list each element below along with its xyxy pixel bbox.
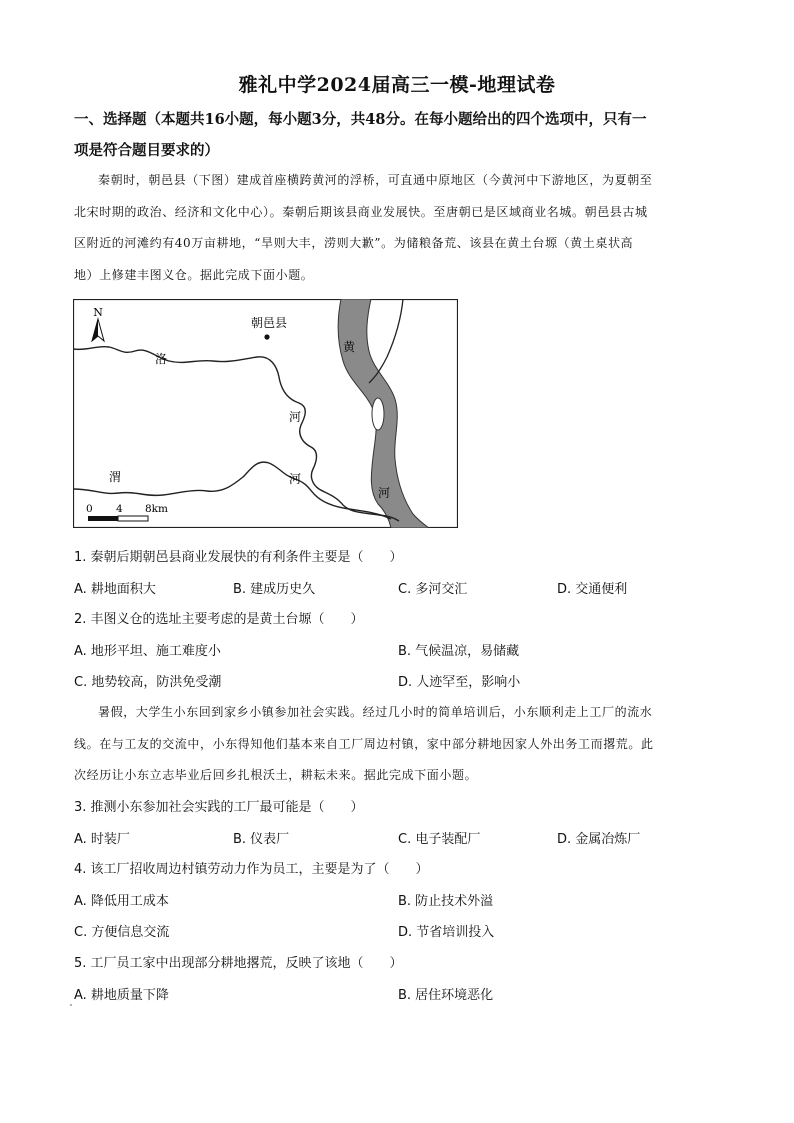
north-label: N	[93, 306, 103, 319]
section-heading-line1: 一、选择题（本题共16小题，每小题3分，共48分。在每小题给出的四个选项中，只有一	[74, 111, 647, 128]
scale-label-4: 4	[116, 503, 123, 515]
passage-2-line: 次经历让小东立志毕业后回乡扎根沃土，耕耘未来。据此完成下面小题。	[74, 768, 478, 782]
section-heading-line2: 项是符合题目要求的）	[74, 142, 219, 159]
passage-2-line: 线。在与工友的交流中，小东得知他们基本来自工厂周边村镇，家中部分耕地因家人外出务工而撂荒。此	[74, 736, 654, 751]
question-4-option-d[interactable]: D. 节省培训投入	[398, 925, 495, 940]
stray-dot	[70, 1004, 72, 1006]
question-4-option-b[interactable]: B. 防止技术外溢	[398, 894, 494, 909]
question-4-stem: 4. 该工厂招收周边村镇劳动力作为员工，主要是为了（ ）	[74, 862, 429, 877]
question-5-option-a[interactable]: A. 耕地质量下降	[74, 988, 169, 1003]
question-1-option-b[interactable]: B. 建成历史久	[233, 582, 316, 597]
river-map	[73, 299, 458, 528]
question-3-stem: 3. 推测小东参加社会实践的工厂最可能是（ ）	[74, 800, 364, 815]
river-label-luo-he: 河	[289, 410, 302, 424]
passage-1-line: 区附近的河滩约有40万亩耕地，“旱则大丰，涝则大歉”。为储粮备荒、该县在黄土台塬（黄土桌状高	[74, 236, 634, 250]
question-3-option-a[interactable]: A. 时装厂	[74, 832, 130, 847]
passage-1-line: 秦朝时，朝邑县（下图）建成首座横跨黄河的浮桥，可直通中原地区（今黄河中下游地区，为夏朝至	[98, 173, 653, 187]
county-point	[264, 334, 269, 339]
question-1-stem: 1. 秦朝后期朝邑县商业发展快的有利条件主要是（ ）	[74, 550, 403, 565]
question-2-option-a[interactable]: A. 地形平坦、施工难度小	[74, 644, 221, 659]
question-1-option-c[interactable]: C. 多河交汇	[398, 582, 468, 597]
river-label-luo: 洛	[155, 352, 168, 366]
page-title: 雅礼中学2024届高三一模-地理试卷	[238, 74, 556, 96]
river-label-wei: 渭	[109, 470, 122, 484]
passage-1-line: 地）上修建丰图义仓。据此完成下面小题。	[74, 267, 314, 282]
question-4-option-c[interactable]: C. 方便信息交流	[74, 925, 170, 940]
passage-2	[74, 697, 724, 792]
passage-1-line: 北宋时期的政治、经济和文化中心）。秦朝后期该县商业发展快。至唐朝已是区域商业名城。朝邑县古城	[74, 204, 648, 219]
scale-label-8km: 8km	[145, 503, 168, 515]
question-3-option-d[interactable]: D. 金属冶炼厂	[557, 832, 641, 847]
county-label: 朝邑县	[250, 316, 288, 330]
question-3-option-c[interactable]: C. 电子装配厂	[398, 832, 481, 847]
question-2-option-b[interactable]: B. 气候温凉，易储藏	[398, 644, 520, 659]
river-label-huang-he: 河	[378, 486, 391, 500]
scale-label-0: 0	[86, 503, 93, 515]
question-3-option-b[interactable]: B. 仪表厂	[233, 832, 290, 847]
question-1-option-a[interactable]: A. 耕地面积大	[74, 582, 156, 597]
passage-1	[74, 165, 724, 291]
river-label-wei-he: 河	[289, 472, 302, 486]
question-2-option-d[interactable]: D. 人迹罕至，影响小	[398, 675, 521, 690]
question-2-stem: 2. 丰图义仓的选址主要考虑的是黄土台塬（ ）	[74, 612, 364, 627]
question-1-option-d[interactable]: D. 交通便利	[557, 582, 628, 597]
river-label-huang: 黄	[343, 340, 356, 354]
passage-2-line: 暑假，大学生小东回到家乡小镇参加社会实践。经过几小时的简单培训后，小东顺利走上工厂的流水	[98, 705, 653, 719]
question-5-option-b[interactable]: B. 居住环境恶化	[398, 988, 494, 1003]
question-2-option-c[interactable]: C. 地势较高，防洪免受潮	[74, 675, 222, 690]
question-4-option-a[interactable]: A. 降低用工成本	[74, 894, 169, 909]
question-5-stem: 5. 工厂员工家中出现部分耕地撂荒，反映了该地（ ）	[74, 956, 403, 971]
